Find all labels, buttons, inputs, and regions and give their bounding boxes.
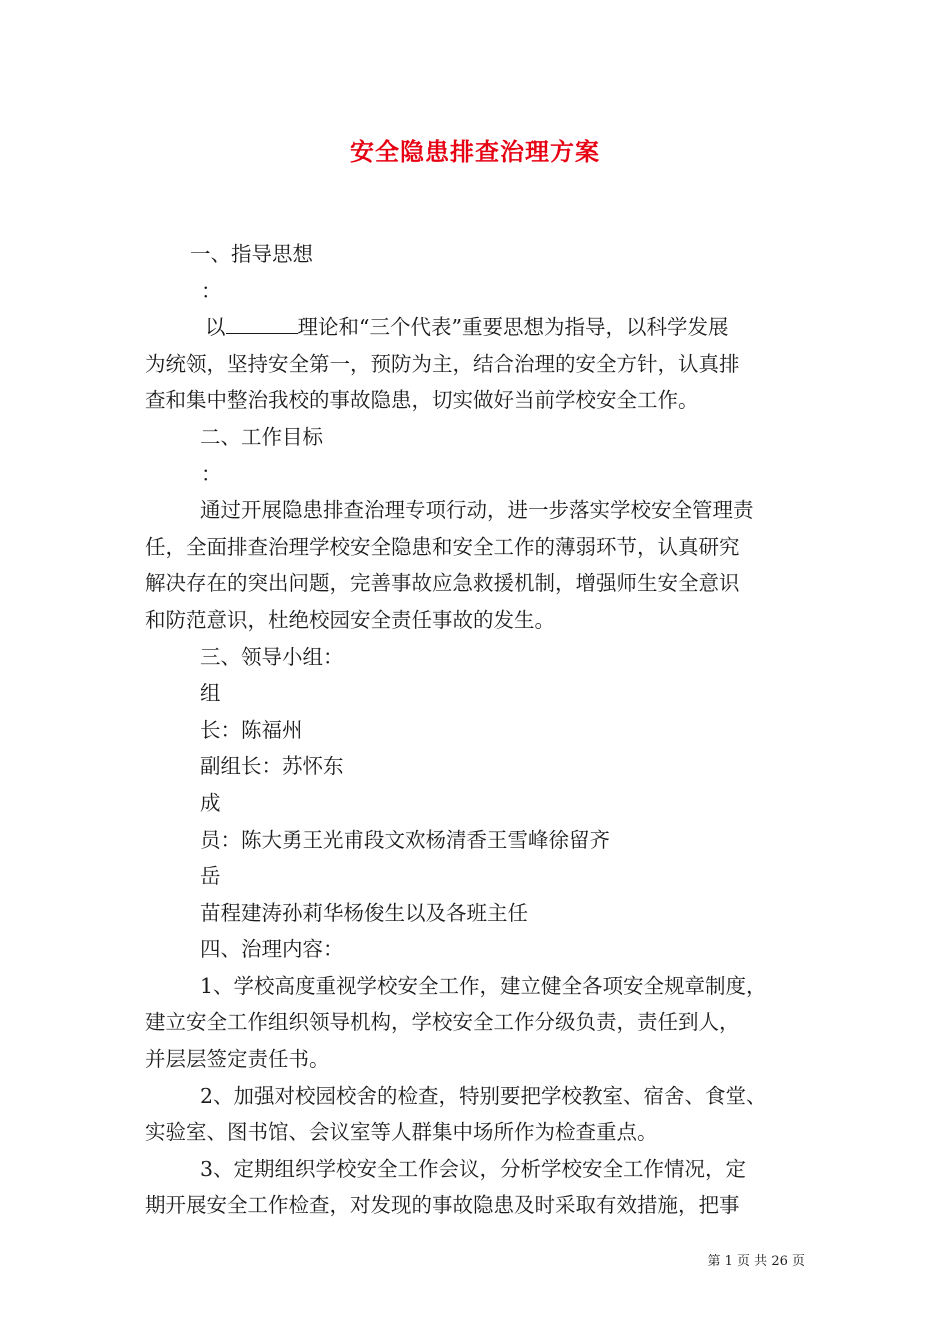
paragraph-line: 期开展安全工作检查，对发现的事故隐患及时采取有效措施，把事 [145,1193,740,1218]
paragraph-text: 以 [205,315,226,340]
section-heading-leadership-group: 三、领导小组： [200,644,344,669]
group-members: 员：陈大勇王光甫段文欢杨清香王雪峰徐留齐 [200,827,610,852]
group-line: 组 [200,681,221,706]
paragraph-line: 并层层签定责任书。 [145,1047,330,1072]
paragraph-line: 实验室、图书馆、会议室等人群集中场所作为检查重点。 [145,1120,658,1145]
paragraph-line: 为统领，坚持安全第一，预防为主，结合治理的安全方针，认真排 [145,351,740,376]
paragraph-line: 通过开展隐患排查治理专项行动，进一步落实学校安全管理责 [200,498,754,523]
paragraph-line [145,309,815,346]
paragraph-line: 查和集中整治我校的事故隐患，切实做好当前学校安全工作。 [145,388,699,413]
section-colon: ： [201,278,222,303]
section-heading-work-goal: 二、工作目标 [200,424,323,449]
group-members-continued: 苗程建涛孙莉华杨俊生以及各班主任 [200,900,528,925]
page-number-footer: 第 1 页 共 26 页 [707,1254,805,1269]
document-body [145,236,815,1224]
paragraph-line: 1、学校高度重视学校安全工作，建立健全各项安全规章制度， [200,973,767,998]
paragraph-line: 3、定期组织学校安全工作会议，分析学校安全工作情况，定 [200,1156,747,1181]
paragraph-line: 建立安全工作组织领导机构，学校安全工作分级负责，责任到人， [145,1010,740,1035]
deputy-leader: 副组长：苏怀东 [200,754,344,779]
group-line: 岳 [200,864,221,889]
group-leader: 长：陈福州 [200,717,303,742]
section-colon: ： [201,461,222,486]
paragraph-line: 解决存在的突出问题，完善事故应急救援机制，增强师生安全意识 [145,571,740,596]
document-title: 安全隐患排查治理方案 [350,137,600,166]
section-heading-guiding-thought: 一、指导思想 [190,242,313,266]
paragraph-line: 任，全面排查治理学校安全隐患和安全工作的薄弱环节，认真研究 [145,534,740,559]
blank-underline [226,315,298,334]
paragraph-text: 理论和“三个代表”重要思想为指导，以科学发展 [297,315,729,340]
group-line: 成 [200,790,221,815]
section-heading-governance-content: 四、治理内容： [200,937,344,962]
paragraph-line: 和防范意识，杜绝校园安全责任事故的发生。 [145,607,555,632]
paragraph-line: 2、加强对校园校舍的检查，特别要把学校教室、宿舍、食堂、 [200,1083,767,1108]
